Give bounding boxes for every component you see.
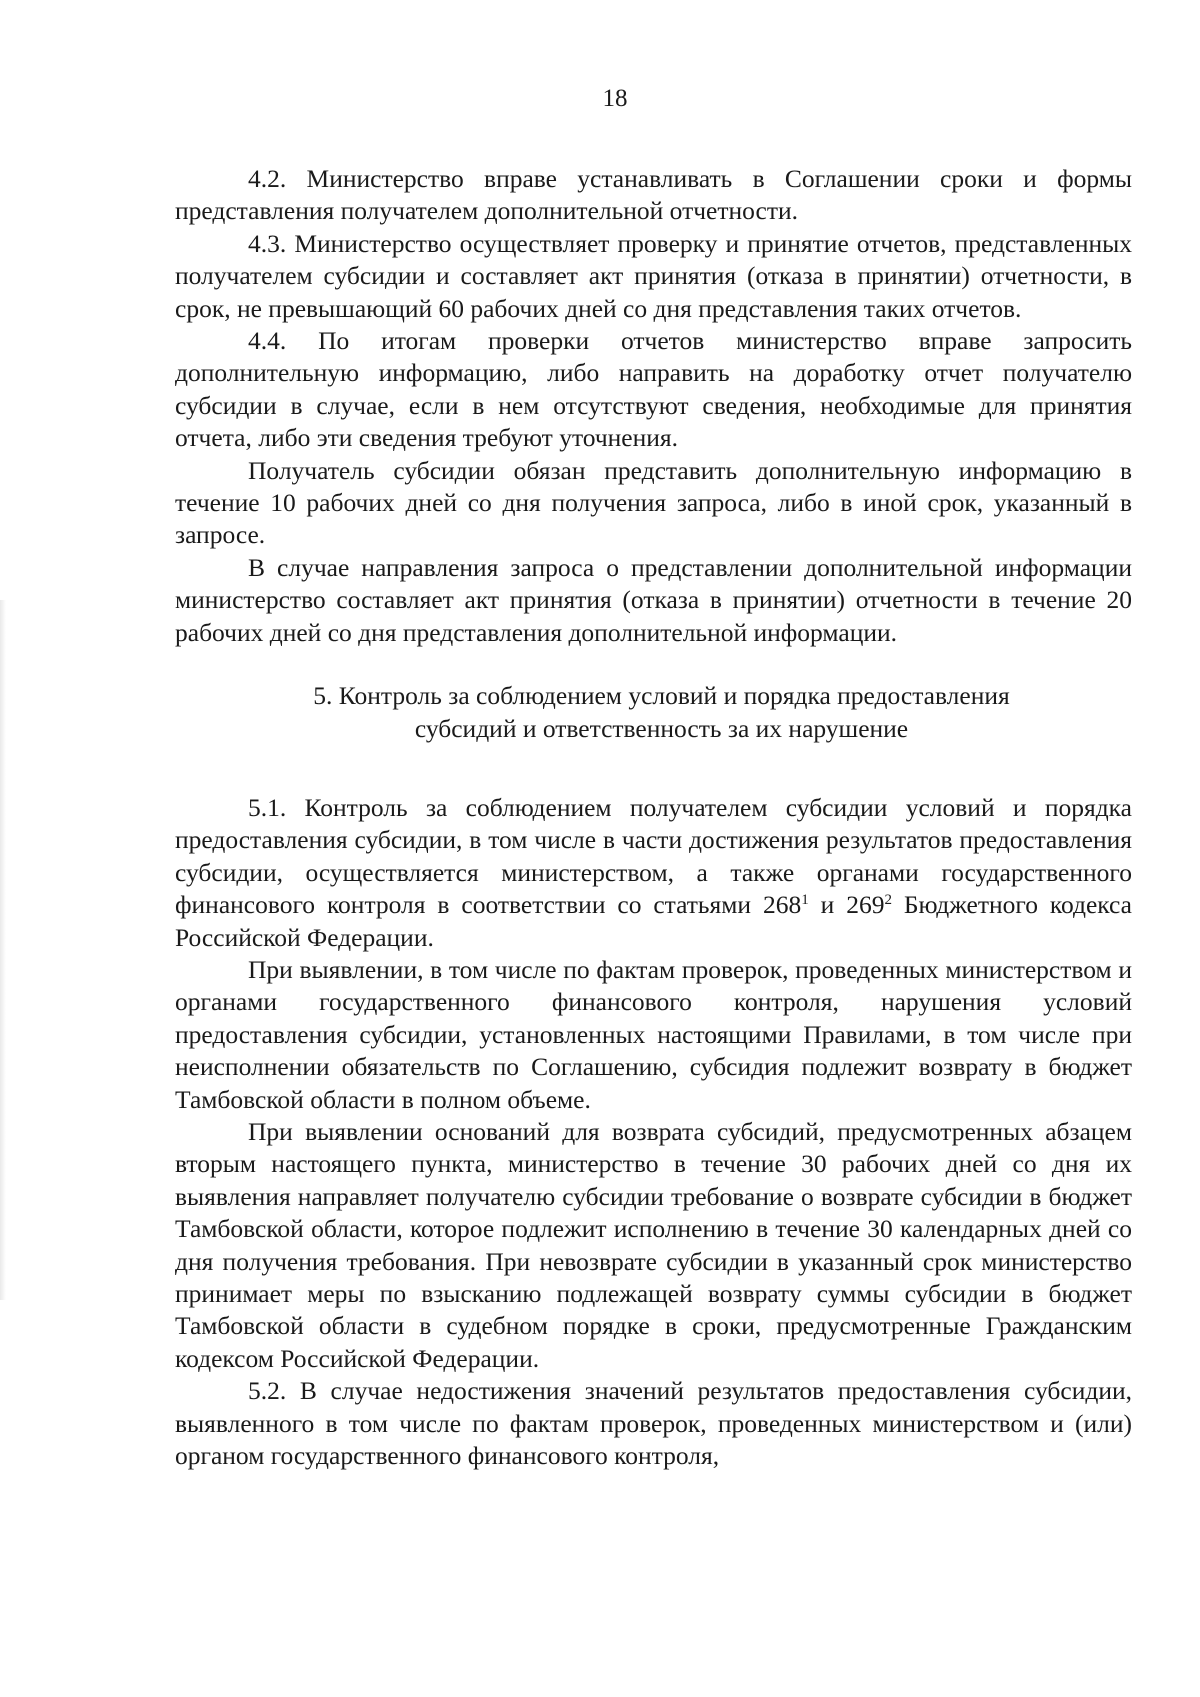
paragraph-5-2: 5.2. В случае недостижения значений результатов предоставления субсидии, выявленного в том числе по фактам проверок, проведенных министерством и (или) органом государственного финансового контроля, [175,1376,1132,1471]
section-5-heading-line-2: субсидий и ответственность за их нарушение [414,713,909,743]
paragraph-4-3: 4.3. Министерство осуществляет проверку и принятие отчетов, представленных получателем субсидии и составляет акт принятия (отказа в принятии) отчетности, в срок, не превышающий 60 рабочих дней со дня представления таких отчетов. [175,228,1132,323]
paragraph-recipient-obligation: Получатель субсидии обязан представить дополнительную информацию в течение 10 рабочих дней со дня получения запроса, либо в иной срок, указанный в запросе. [175,455,1132,550]
paragraph-5-1-mid: и 269 [808,890,885,920]
paragraph-return-procedure: При выявлении оснований для возврата субсидий, предусмотренных абзацем вторым настоящего пункта, министерство в течение 30 рабочих дней со дня их выявления направляет получателю субсидии требование о возврате субсидии в бюджет Тамбовской области, которое подлежит исполнению в течение 30 календарных дней со дня получения требования. При невозврате субсидии в указанный срок министерство принимает меры по взысканию подлежащей возврату суммы субсидии в бюджет Тамбовской области в судебном порядке в сроки, предусмотренные Гражданским кодексом Российской Федерации. [175,1116,1132,1373]
paragraph-5-1-end: Бюджетного кодекса Российской Федерации. [175,890,1132,952]
page-number: 18 [602,85,628,112]
paragraph-violation-return: При выявлении, в том числе по фактам проверок, проведенных министерством и органами государственного финансового контроля, нарушения условий предоставления субсидии, установленных настоящими Правилами, в том числе при неисполнении обязательств по Соглашению, субсидия подлежит возврату в бюджет Тамбовской области в полном объеме. [175,954,1132,1114]
paragraph-4-4: 4.4. По итогам проверки отчетов министерство вправе запросить дополнительную информацию, либо направить на доработку отчет получателю субсидии в случае, если в нем отсутствуют сведения, необходимые для принятия отчета, либо эти сведения требуют уточнения. [175,326,1132,453]
document-body [175,163,1132,1472]
scan-edge-shadow [0,600,6,1300]
paragraph-5-1-text: 5.1. Контроль за соблюдением получателем субсидии условий и порядка предоставления субсидии, в том числе в части достижения результатов предоставления субсидии, осуществляется министерством, а также органами государственного финансового контроля в соответствии со статьями 268 [175,792,1132,920]
section-5-heading-line-1: 5. Контроль за соблюдением условий и порядка предоставления [313,681,1010,711]
section-5-heading [175,680,1132,745]
footnote-superscript-2: 2 [884,892,892,909]
paragraph-5-1 [175,792,1132,954]
footnote-superscript-1: 1 [801,892,809,909]
paragraph-4-2: 4.2. Министерство вправе устанавливать в Соглашении сроки и формы представления получателем дополнительной отчетности. [175,164,1132,226]
paragraph-request-case: В случае направления запроса о представлении дополнительной информации министерство составляет акт принятия (отказа в принятии) отчетности в течение 20 рабочих дней со дня представления дополнительной информации. [175,552,1132,647]
